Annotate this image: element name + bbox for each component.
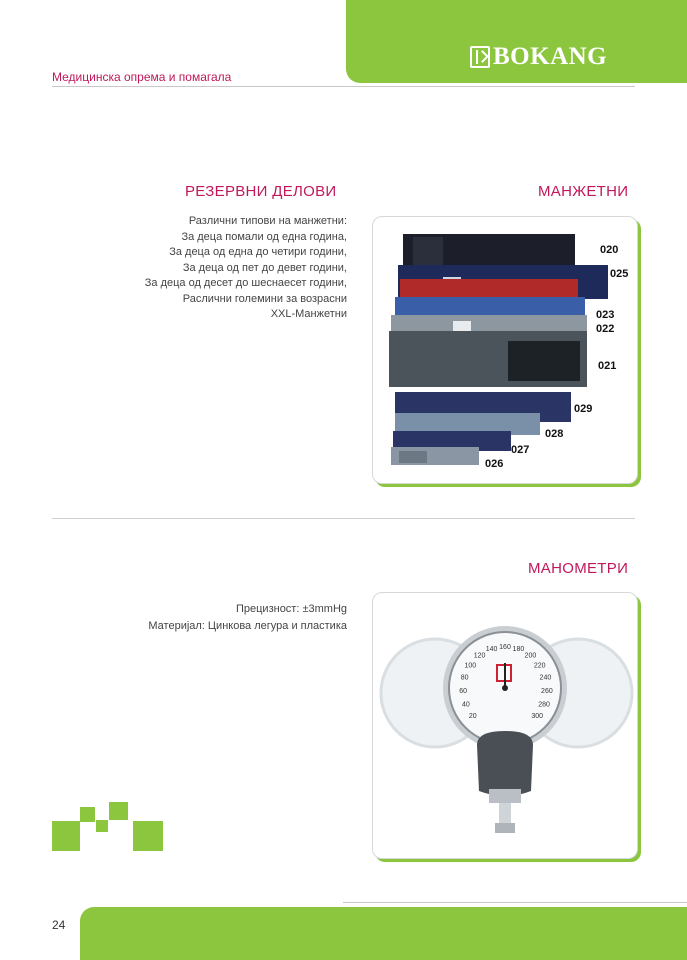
dial-number: 300 [531,713,544,720]
footer-divider [343,902,687,903]
decor-square [52,821,80,851]
cuff-label-022: 022 [596,323,615,335]
decor-square [80,807,95,822]
dial-number: 120 [473,652,486,660]
dial-number: 220 [533,662,546,670]
manometer-spec-line: Материјал: Цинкова легура и пластика [148,620,347,632]
cuff-label-028: 028 [545,428,564,440]
dial-number: 20 [468,713,477,720]
manometer-photo [372,592,638,859]
brand-name: BOKANG [493,43,608,70]
footer-accent-bar [80,907,687,960]
cuffs-photo [372,216,638,484]
manometer-illustration [373,593,637,858]
dial-number: 80 [460,674,469,682]
manometer-spec-line: Прецизност: ±3mmHg [235,603,347,615]
dial-number: 240 [539,674,552,682]
dial-number: 100 [464,662,477,670]
cuffs-description-line: За деца од десет до шеснаесет години, [144,277,347,289]
dial-number: 40 [462,701,470,709]
cuffs-illustration [373,217,637,483]
cuff-label-025: 025 [610,268,629,280]
dial-number: 160 [499,644,511,651]
dial-number: 260 [541,688,553,696]
section-title: Медицинска опрема и помагала [52,70,232,84]
cuffs-description-line: Раслични големини за возрасни [182,292,347,305]
cuffs-description [145,214,347,323]
manometers-specs [148,601,347,635]
cuff-label-026: 026 [485,458,504,470]
cuff-label-029: 029 [574,403,593,415]
cuffs-description-line: За деца од пет до девет години, [182,261,347,274]
spare-parts-heading: РЕЗЕРВНИ ДЕЛОВИ [185,183,337,200]
brand-mark-icon [470,46,490,68]
decor-square [133,821,163,851]
cuffs-description-line: Различни типови на манжетни: [188,215,347,227]
cuff-label-023: 023 [596,309,615,321]
cuff-label-020: 020 [600,244,619,256]
section-divider [52,518,635,519]
manometers-heading: МАНОМЕТРИ [528,560,629,577]
dial-number: 200 [524,652,537,660]
cuff-label-021: 021 [598,360,617,372]
brand-logo [470,40,607,74]
cuff-label-027: 027 [511,444,530,456]
cuffs-description-line: За деца помали од една година, [181,230,347,243]
dial-number: 280 [538,701,550,709]
dial-number: 60 [459,688,467,696]
cuffs-heading: МАНЖЕТНИ [538,183,629,200]
page-number: 24 [52,918,66,932]
dial-number: 180 [512,646,525,654]
cuffs-description-line: За деца од една до четири години, [169,246,347,258]
decor-square [96,820,108,832]
header-divider [52,86,635,87]
cuffs-description-line: XXL-Манжетни [270,308,347,320]
decor-square [109,802,128,820]
dial-number: 140 [485,646,498,654]
